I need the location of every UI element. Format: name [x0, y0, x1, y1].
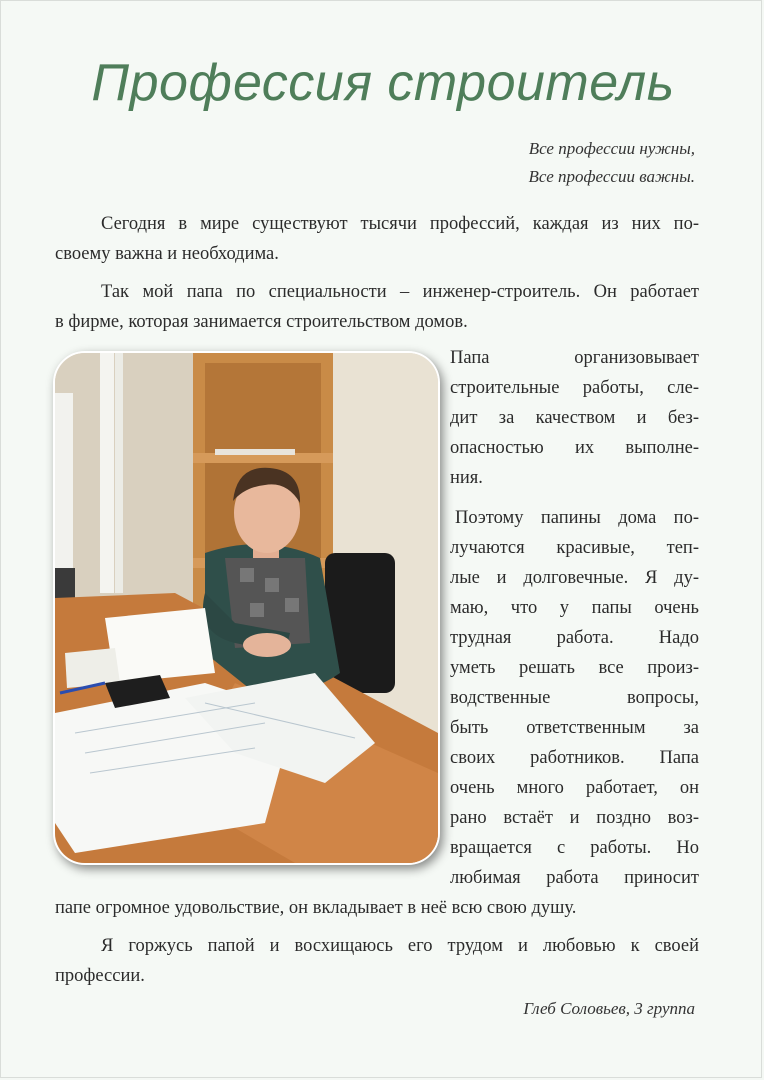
para3-line-5: ния. [450, 468, 483, 488]
para2-line-2: в фирме, которая занимается строительством домов. [55, 312, 468, 332]
para1-line-1: Сегодня в мире существуют тысячи профессий, каждая из них по- [101, 214, 699, 234]
photo-illustration [55, 353, 438, 863]
para3-line-4: опасностью их выполне- [450, 438, 699, 458]
para4-line-8: быть ответственным за [450, 718, 699, 738]
para4-line-12: вращается с работы. Но [450, 838, 699, 858]
para2-line-1: Так мой папа по специальности – инженер-строитель. Он работает [101, 282, 699, 302]
para5-line-1: Я горжусь папой и восхищаюсь его трудом и любовью к своей [101, 936, 699, 956]
para3-line-2: строительные работы, сле- [450, 378, 699, 398]
para4-line-2: лучаются красивые, теп- [450, 538, 699, 558]
para5-line-2: профессии. [55, 966, 145, 986]
para4-line-14: папе огромное удовольствие, он вкладывает в неё всю свою душу. [55, 898, 577, 918]
para1-line-2: своему важна и необходима. [55, 244, 279, 264]
para4-line-6: уметь решать все произ- [450, 658, 699, 678]
para4-line-1: Поэтому папины дома по- [455, 508, 699, 528]
epigraph-line-2: Все профессии важны. [528, 167, 695, 186]
epigraph-line-1: Все профессии нужны, [528, 139, 695, 158]
para3-line-3: дит за качеством и без- [450, 408, 699, 428]
para4-line-4: маю, что у папы очень [450, 598, 699, 618]
para3-line-1: Папа организовывает [450, 348, 699, 368]
author-signature: Глеб Соловьев, 3 группа [523, 999, 695, 1018]
para4-line-5: трудная работа. Надо [450, 628, 699, 648]
engineer-photo [53, 351, 440, 865]
page-title: Профессия строитель [91, 54, 675, 112]
para4-line-9: своих работников. Папа [450, 748, 699, 768]
para4-line-10: очень много работает, он [450, 778, 699, 798]
para4-line-7: водственные вопросы, [450, 688, 699, 708]
para4-line-13: любимая работа приносит [450, 868, 699, 888]
para4-line-3: лые и долговечные. Я ду- [450, 568, 699, 588]
para4-line-11: рано встаёт и поздно воз- [450, 808, 699, 828]
